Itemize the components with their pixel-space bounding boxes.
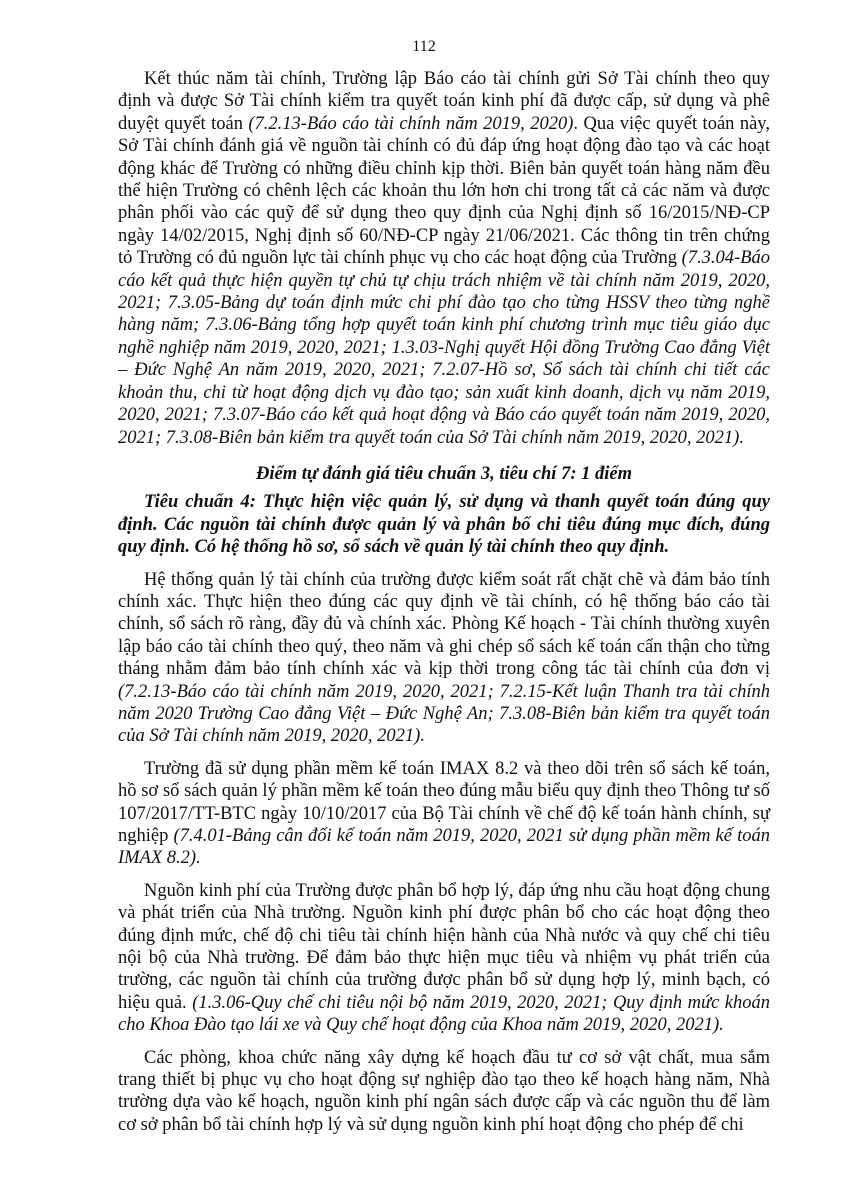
document-body xyxy=(118,68,770,1136)
page-number: 112 xyxy=(412,38,436,55)
paragraph-text: Nguồn kinh phí của Trường được phân bổ hợp lý, đáp ứng nhu cầu hoạt động chung và phát triển của Nhà trường. Nguồn kinh phí được phân bổ cho các hoạt động theo đúng định mức, chế độ chi tiêu tài chính hiện hành của Nhà nước và quy chế chi tiêu nội bộ của Nhà trường. Để đảm bảo thực hiện mục tiêu và nhiệm vụ phát triển của trường, các nguồn tài chính của trường được phân bổ sử dụng hợp lý, minh bạch, có hiệu quả. xyxy=(118,880,770,1013)
paragraph-text: Trường đã sử dụng phần mềm kế toán IMAX 8.2 và theo dõi trên sổ sách kế toán, hồ sơ sổ sách quản lý phần mềm kế toán theo đúng mẫu biểu quy định theo Thông tư số 107/2017/TT-BTC ngày 10/10/2017 của Bộ Tài chính về chế độ kế toán hành chính, sự nghiệp xyxy=(118,758,770,846)
paragraph-text: Kết thúc năm tài chính, Trường lập Báo cáo tài chính gửi Sở Tài chính theo quy định và được Sở Tài chính kiểm tra quyết toán kinh phí đã được cấp, sử dụng và phê duyệt quyết toán xyxy=(118,69,770,134)
standard-4-heading: Tiêu chuẩn 4: Thực hiện việc quản lý, sử dụng và thanh quyết toán đúng quy định. Các nguồn tài chính được quản lý và phân bổ chi tiêu đúng mục đích, đúng quy định. Có hệ thống hồ sơ, sổ sách về quản lý tài chính theo quy định. xyxy=(118,492,770,558)
evidence-citation: (7.2.13-Báo cáo tài chính năm 2019, 2020, 2021; 7.2.15-Kết luận Thanh tra tài chính năm 2020 Trường Cao đẳng Việt – Đức Nghệ An; 7.3.08-Biên bản kiểm tra quyết toán của Sở Tài chính năm 2019, 2020, 2021). xyxy=(118,681,770,747)
paragraph-accounting-software xyxy=(118,758,770,870)
evidence-citation: (1.3.06-Quy chế chi tiêu nội bộ năm 2019, 2020, 2021; Quy định mức khoán cho Khoa Đào tạo lái xe và Quy chế hoạt động của Khoa năm 2019, 2020, 2021). xyxy=(118,992,771,1036)
evidence-citation: (7.3.04-Báo cáo kết quả thực hiện quyền tự chủ tự chịu trách nhiệm về tài chính năm 2019, 2020, 2021; 7.3.05-Bảng dự toán định mức chi phí đào tạo cho từng HSSV theo từng nghề hàng năm; 7.3.06-Bảng tổng hợp quyết toán kinh phí chương trình mục tiêu giáo dục nghề nghiệp năm 2019, 2020, 2021; 1.3.03-Nghị quyết Hội đồng Trường Cao đẳng Việt – Đức Nghệ An năm 2019, 2020, 2021; 7.2.07-Hồ sơ, Sổ sách tài chính chi tiết các khoản thu, chi từ hoạt động dịch vụ đào tạo; sản xuất kinh doanh, dịch vụ năm 2019, 2020, 2021; 7.3.07-Báo cáo kết quả hoạt động và Báo cáo quyết toán năm 2019, 2020, 2021; 7.3.08-Biên bản kiểm tra quyết toán của Sở Tài chính năm 2019, 2020, 2021). xyxy=(118,248,770,448)
paragraph-investment-planning: Các phòng, khoa chức năng xây dựng kế hoạch đầu tư cơ sở vật chất, mua sắm trang thiết bị phục vụ cho hoạt động sự nghiệp đào tạo theo kế hoạch hàng năm, Nhà trường dựa vào kế hoạch, nguồn kinh phí ngân sách được cấp và các nguồn thu để làm cơ sở phân bổ tài chính hợp lý và sử dụng nguồn kinh phí hoạt động cho phép để chi xyxy=(118,1047,770,1135)
self-assessment-score: Điểm tự đánh giá tiêu chuẩn 3, tiêu chí 7: 1 điểm xyxy=(256,463,632,484)
paragraph-text: Hệ thống quản lý tài chính của trường được kiểm soát rất chặt chẽ và đảm bảo tính chính xác. Thực hiện theo đúng các quy định về tài chính, có hệ thống báo cáo tài chính, sổ sách rõ ràng, đầy đủ và chính xác. Phòng Kế hoạch - Tài chính thường xuyên lập báo cáo tài chính theo quý, theo năm và ghi chép sổ sách kế toán cẩn thận cho từng tháng nhằm đảm bảo tính chính xác và kịp thời trong công tác tài chính của đơn vị xyxy=(118,569,770,680)
evidence-citation: (7.2.13-Báo cáo tài chính năm 2019, 2020) xyxy=(248,113,574,134)
paragraph-text: . Qua việc quyết toán này, Sở Tài chính đánh giá về nguồn tài chính có đủ đáp ứng hoạt động đào tạo và các hoạt động khác để Trường có những điều chỉnh kịp thời. Biên bản quyết toán hàng năm đều thể hiện Trường có chênh lệch các khoản thu lớn hơn chi trong tất cả các năm và được phân phối vào các quỹ để sử dụng theo quy định của Nghị định số 16/2015/NĐ-CP ngày 14/02/2015, Nghị định số 60/NĐ-CP ngày 21/06/2021. Các thông tin trên chứng tỏ Trường có đủ nguồn lực tài chính phục vụ cho các hoạt động của Trường xyxy=(118,113,770,269)
paragraph-funding-allocation xyxy=(118,880,770,1037)
paragraph-financial-management xyxy=(118,569,770,748)
evidence-citation: (7.4.01-Bảng cân đối kế toán năm 2019, 2020, 2021 sử dụng phần mềm kế toán IMAX 8.2). xyxy=(118,826,770,869)
paragraph-financial-settlement xyxy=(118,68,770,449)
